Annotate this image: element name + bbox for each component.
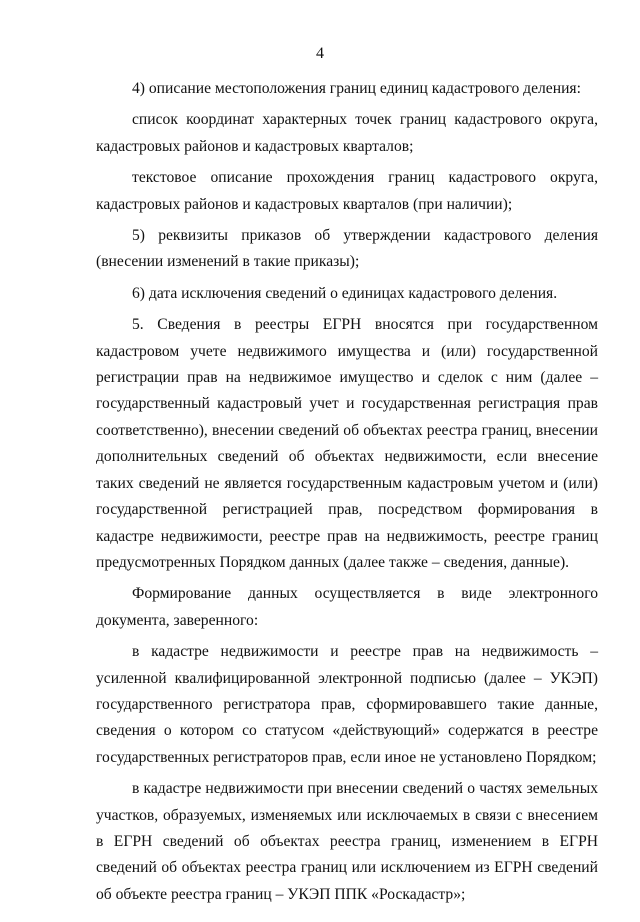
document-body — [96, 76, 598, 908]
paragraph-exclusion-date: 6) дата исключения сведений о единицах кадастрового деления. — [132, 284, 558, 302]
paragraph-section-5: 5. Сведения в реестры ЕГРН вносятся при государственном кадастровом учете недвижимого имущества и (или) государственной регистрации прав на недвижимое имущество и сделок с ним (далее – государственный кадастровый учет и государственная регистрация прав соответственно), внесении сведений об объектах реестра границ, внесении дополнительных сведений об объектах недвижимости, если внесение таких сведений не является государственным кадастровым учетом и (или) государственной регистрацией прав, посредством формирования в кадастре недвижимости, реестре прав на недвижимость, реестре границ предусмотренных Порядком данных (далее также – сведения, данные). — [96, 316, 598, 571]
paragraph-cadastre-signature: в кадастре недвижимости и реестре прав на недвижимость – усиленной квалифицированной электронной подписью (далее – УКЭП) государственного регистратора прав, сформировавшего такие данные, сведения о котором со статусом «действующий» содержатся в реестре государственных регистраторов прав, если иное не установлено Порядком; — [96, 643, 598, 766]
paragraph-data-formation: Формирование данных осуществляется в виде электронного документа, заверенного: — [96, 585, 598, 629]
paragraph-coordinates-list: список координат характерных точек границ кадастрового округа, кадастровых районов и кадастровых кварталов; — [96, 111, 598, 155]
paragraph-text-description: текстовое описание прохождения границ кадастрового округа, кадастровых районов и кадастровых кварталов (при наличии); — [96, 169, 598, 213]
paragraph-boundary-description: 4) описание местоположения границ единиц кадастрового деления: — [132, 80, 581, 97]
paragraph-land-parts-signature: в кадастре недвижимости при внесении сведений о частях земельных участков, образуемых, изменяемых или исключаемых в связи с внесением в ЕГРН сведений об объектах реестра границ, изменением в ЕГРН сведений об объектах реестра границ или исключением из ЕГРН сведений об объекте реестра границ – УКЭП ППК «Роскадастр»; — [96, 780, 598, 903]
paragraph-order-details: 5) реквизиты приказов об утверждении кадастрового деления (внесении изменений в такие приказы); — [96, 227, 598, 271]
page-number: 4 — [316, 45, 324, 62]
